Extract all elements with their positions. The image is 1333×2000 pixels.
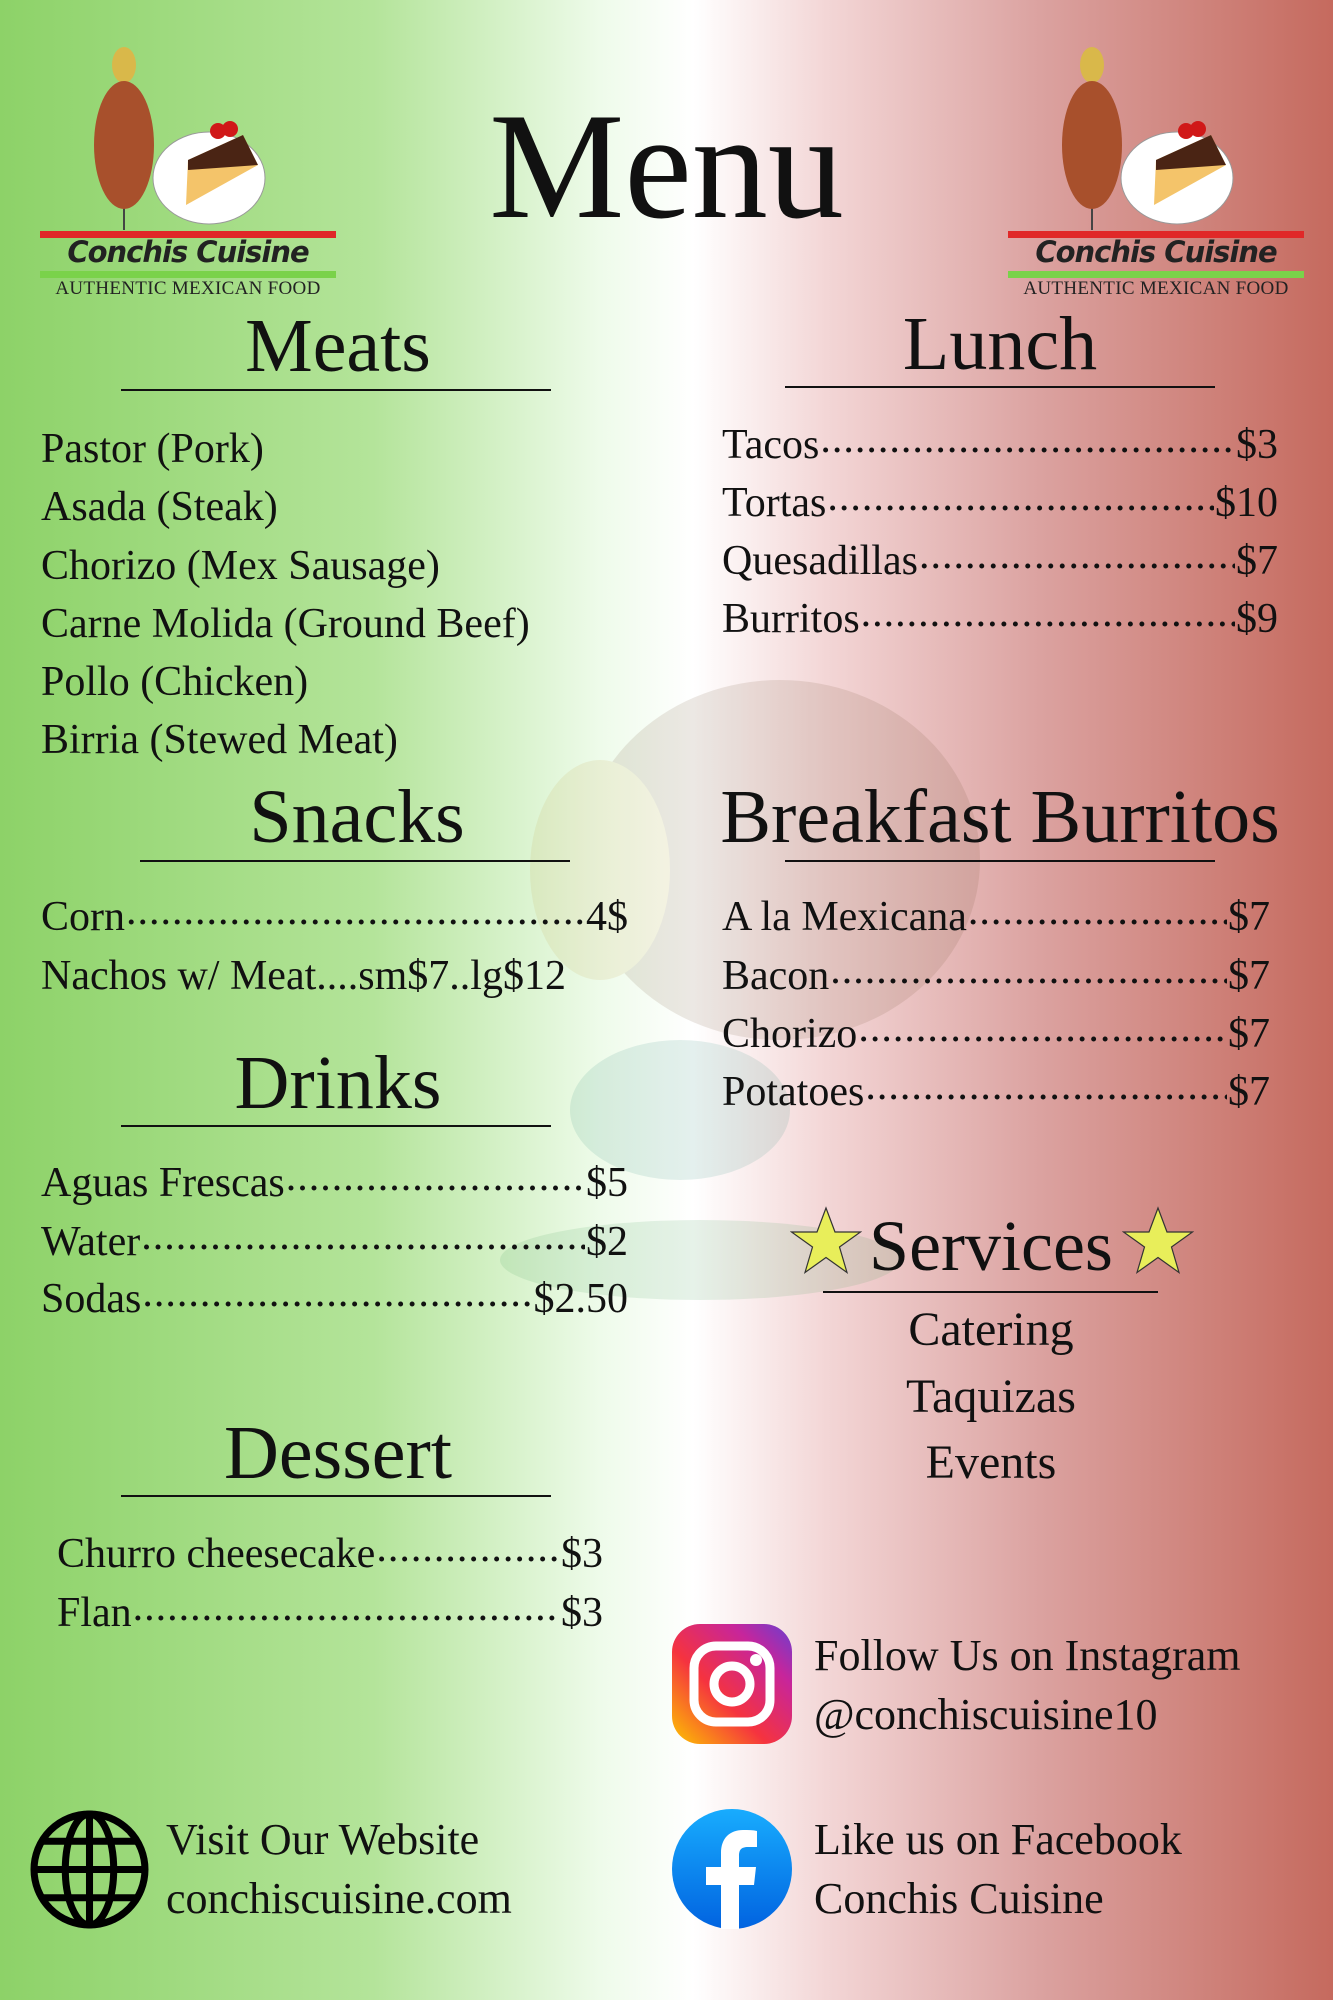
dot-leader: [141, 1225, 585, 1255]
globe-icon: [29, 1809, 150, 1930]
lunch-item: [722, 598, 1278, 640]
item-price: $3: [1236, 422, 1278, 468]
meat-item: Asada (Steak): [41, 484, 278, 530]
instagram-link[interactable]: Follow Us on Instagram @conchiscuisine10: [814, 1631, 1241, 1740]
lunch-heading: Lunch: [902, 302, 1098, 386]
service-item: Taquizas: [906, 1370, 1076, 1423]
meats-divider: [121, 389, 551, 391]
item-name: Chorizo: [722, 1011, 858, 1057]
lunch-divider: [785, 386, 1215, 388]
item-name: Sodas: [41, 1276, 142, 1322]
snack-item: [41, 896, 628, 938]
logo-right: Conchis Cuisine AUTHENTIC MEXICAN FOOD: [1006, 45, 1306, 300]
item-price: $7: [1236, 538, 1278, 584]
item-name: Nachos w/ Meat....sm$7..lg$12: [41, 953, 566, 999]
dot-leader: [133, 1596, 560, 1626]
snacks-heading: Snacks: [249, 775, 465, 859]
item-price: $3: [561, 1531, 603, 1577]
drinks-divider: [121, 1125, 551, 1127]
item-name: Churro cheesecake: [57, 1531, 376, 1577]
snack-item: [41, 955, 628, 997]
item-price: $9: [1236, 596, 1278, 642]
drink-item: [41, 1162, 628, 1204]
item-name: A la Mexicana: [722, 894, 967, 940]
dot-leader: [376, 1537, 560, 1567]
item-price: $7: [1228, 894, 1270, 940]
breakfast-item: [722, 1013, 1270, 1055]
meats-heading: Meats: [245, 304, 431, 388]
item-name: Quesadillas: [722, 538, 918, 584]
dot-leader: [827, 486, 1214, 516]
logo-left: Conchis Cuisine AUTHENTIC MEXICAN FOOD: [38, 45, 338, 300]
dot-leader: [830, 959, 1227, 989]
dot-leader: [820, 428, 1235, 458]
item-price: 4$: [586, 894, 628, 940]
dessert-heading: Dessert: [224, 1411, 452, 1495]
dessert-item: [57, 1533, 603, 1575]
services-heading: Services: [869, 1206, 1113, 1286]
item-name: Tacos: [722, 422, 820, 468]
dessert-item: [57, 1592, 603, 1634]
dot-leader: [861, 602, 1235, 632]
service-item: Events: [925, 1436, 1057, 1489]
item-price: $7: [1228, 953, 1270, 999]
menu-title: Menu: [489, 82, 844, 250]
service-item: Catering: [908, 1303, 1074, 1356]
facebook-icon[interactable]: [672, 1809, 792, 1929]
item-name: Tortas: [722, 480, 827, 526]
instagram-icon[interactable]: [672, 1624, 792, 1744]
item-name: Potatoes: [722, 1069, 865, 1115]
lunch-item: [722, 482, 1278, 524]
drink-item: [41, 1278, 628, 1320]
meat-item: Carne Molida (Ground Beef): [41, 601, 530, 647]
dot-leader: [865, 1075, 1227, 1105]
item-price: $7: [1228, 1069, 1270, 1115]
services-divider: [823, 1291, 1158, 1293]
drinks-heading: Drinks: [234, 1041, 442, 1125]
item-name: Water: [41, 1219, 141, 1265]
breakfast-divider: [785, 860, 1215, 862]
dot-leader: [142, 1282, 532, 1312]
item-name: Aguas Frescas: [41, 1160, 285, 1206]
dot-leader: [126, 900, 585, 930]
dot-leader: [858, 1017, 1227, 1047]
snacks-divider: [140, 860, 570, 862]
item-price: $2.50: [533, 1276, 628, 1322]
meat-item: Birria (Stewed Meat): [41, 717, 398, 763]
breakfast-item: [722, 1071, 1270, 1113]
website-link[interactable]: Visit Our Website conchiscuisine.com: [166, 1815, 512, 1924]
lunch-item: [722, 540, 1278, 582]
dot-leader: [919, 544, 1235, 574]
meat-item: Chorizo (Mex Sausage): [41, 543, 440, 589]
lunch-item: [722, 424, 1278, 466]
drink-item: [41, 1221, 628, 1263]
dot-leader: [968, 900, 1227, 930]
item-name: Flan: [57, 1590, 132, 1636]
item-price: $7: [1228, 1011, 1270, 1057]
meat-item: Pastor (Pork): [41, 426, 264, 472]
breakfast-item: [722, 896, 1270, 938]
breakfast-burritos-heading: Breakfast Burritos: [720, 775, 1280, 859]
item-price: $10: [1215, 480, 1278, 526]
breakfast-item: [722, 955, 1270, 997]
item-name: Bacon: [722, 953, 830, 999]
facebook-link[interactable]: Like us on Facebook Conchis Cuisine: [814, 1815, 1182, 1924]
item-name: Corn: [41, 894, 125, 940]
dot-leader: [286, 1166, 585, 1196]
meat-item: Pollo (Chicken): [41, 659, 309, 705]
dessert-divider: [121, 1495, 551, 1497]
item-price: $3: [561, 1590, 603, 1636]
item-price: $2: [586, 1219, 628, 1265]
item-name: Burritos: [722, 596, 860, 642]
item-price: $5: [586, 1160, 628, 1206]
